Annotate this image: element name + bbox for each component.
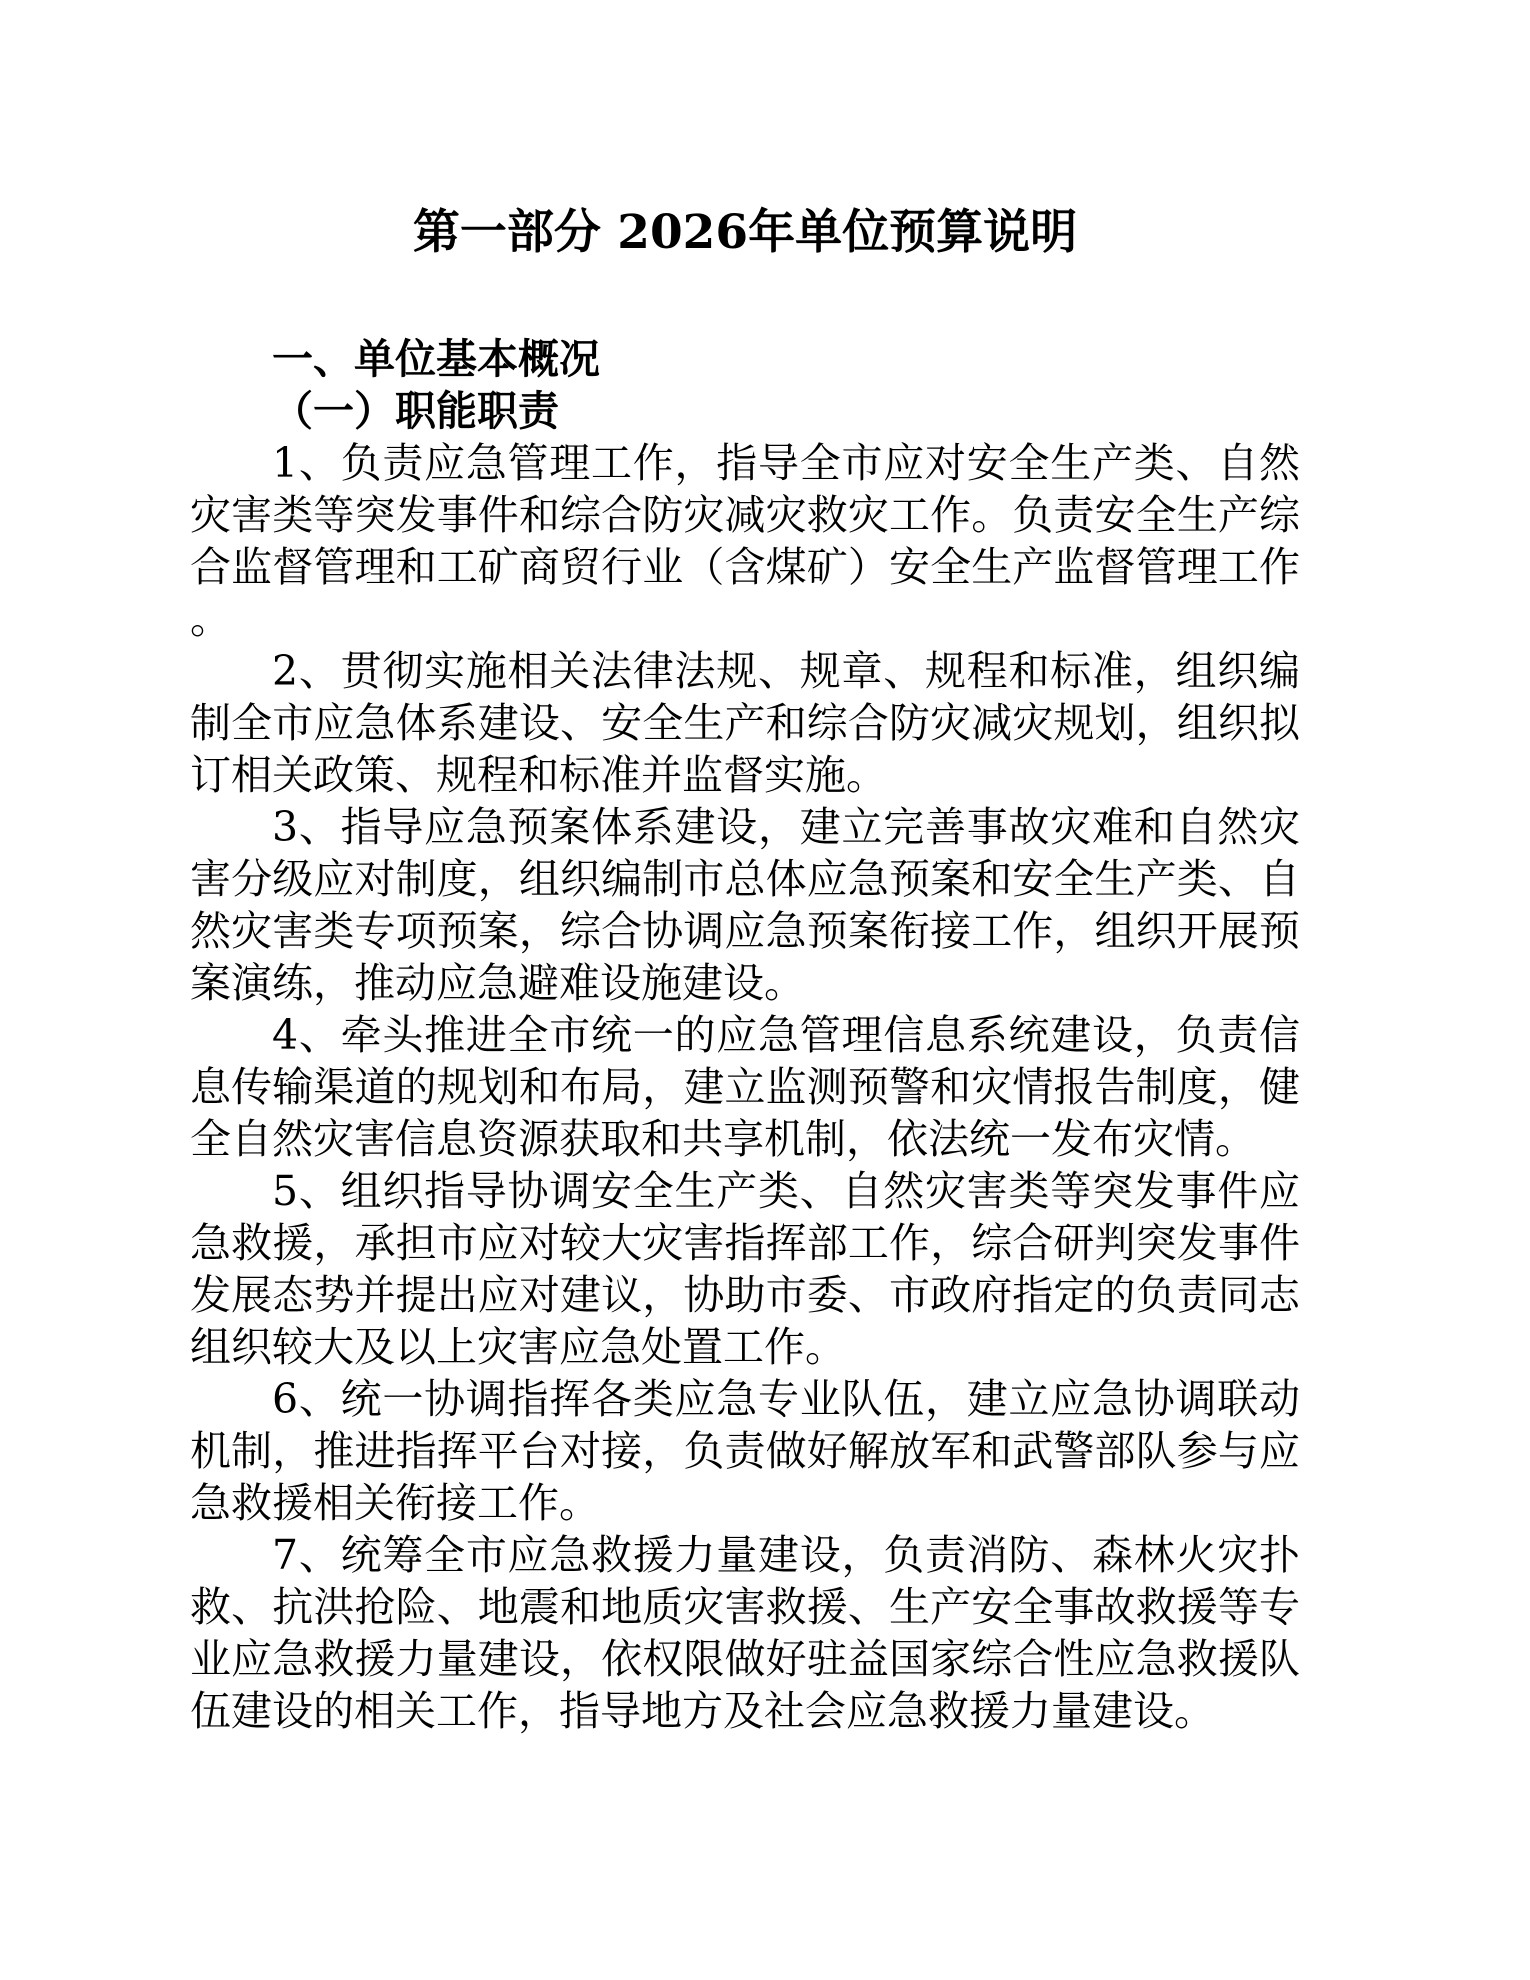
body-paragraph: 2、贯彻实施相关法律法规、规章、规程和标准，组织编制全市应急体系建设、安全生产和综合防灾减灾规划，组织拟订相关政策、规程和标准并监督实施。	[190, 647, 1300, 799]
body-paragraph: 5、组织指导协调安全生产类、自然灾害类等突发事件应急救援，承担市应对较大灾害指挥部工作，综合研判突发事件发展态势并提出应对建议，协助市委、市政府指定的负责同志组织较大及以上灾害应急处置工作。	[190, 1167, 1300, 1371]
subsection-heading: （一）职能职责	[272, 387, 559, 435]
body-paragraph: 6、统一协调指挥各类应急专业队伍，建立应急协调联动机制，推进指挥平台对接，负责做好解放军和武警部队参与应急救援相关衔接工作。	[190, 1375, 1300, 1527]
section-heading: 一、单位基本概况	[272, 335, 600, 383]
body-paragraph: 4、牵头推进全市统一的应急管理信息系统建设，负责信息传输渠道的规划和布局，建立监测预警和灾情报告制度，健全自然灾害信息资源获取和共享机制，依法统一发布灾情。	[190, 1011, 1300, 1163]
body-paragraph: 1、负责应急管理工作，指导全市应对安全生产类、自然灾害类等突发事件和综合防灾减灾救灾工作。负责安全生产综合监督管理和工矿商贸行业（含煤矿）安全生产监督管理工作。	[190, 439, 1300, 643]
body-paragraph: 3、指导应急预案体系建设，建立完善事故灾难和自然灾害分级应对制度，组织编制市总体应急预案和安全生产类、自然灾害类专项预案，综合协调应急预案衔接工作，组织开展预案演练，推动应急避难设施建设。	[190, 803, 1300, 1007]
body-paragraph: 7、统筹全市应急救援力量建设，负责消防、森林火灾扑救、抗洪抢险、地震和地质灾害救援、生产安全事故救援等专业应急救援力量建设，依权限做好驻益国家综合性应急救援队伍建设的相关工作，指导地方及社会应急救援力量建设。	[190, 1531, 1300, 1735]
document-title: 第一部分 2026年单位预算说明	[412, 205, 1078, 260]
